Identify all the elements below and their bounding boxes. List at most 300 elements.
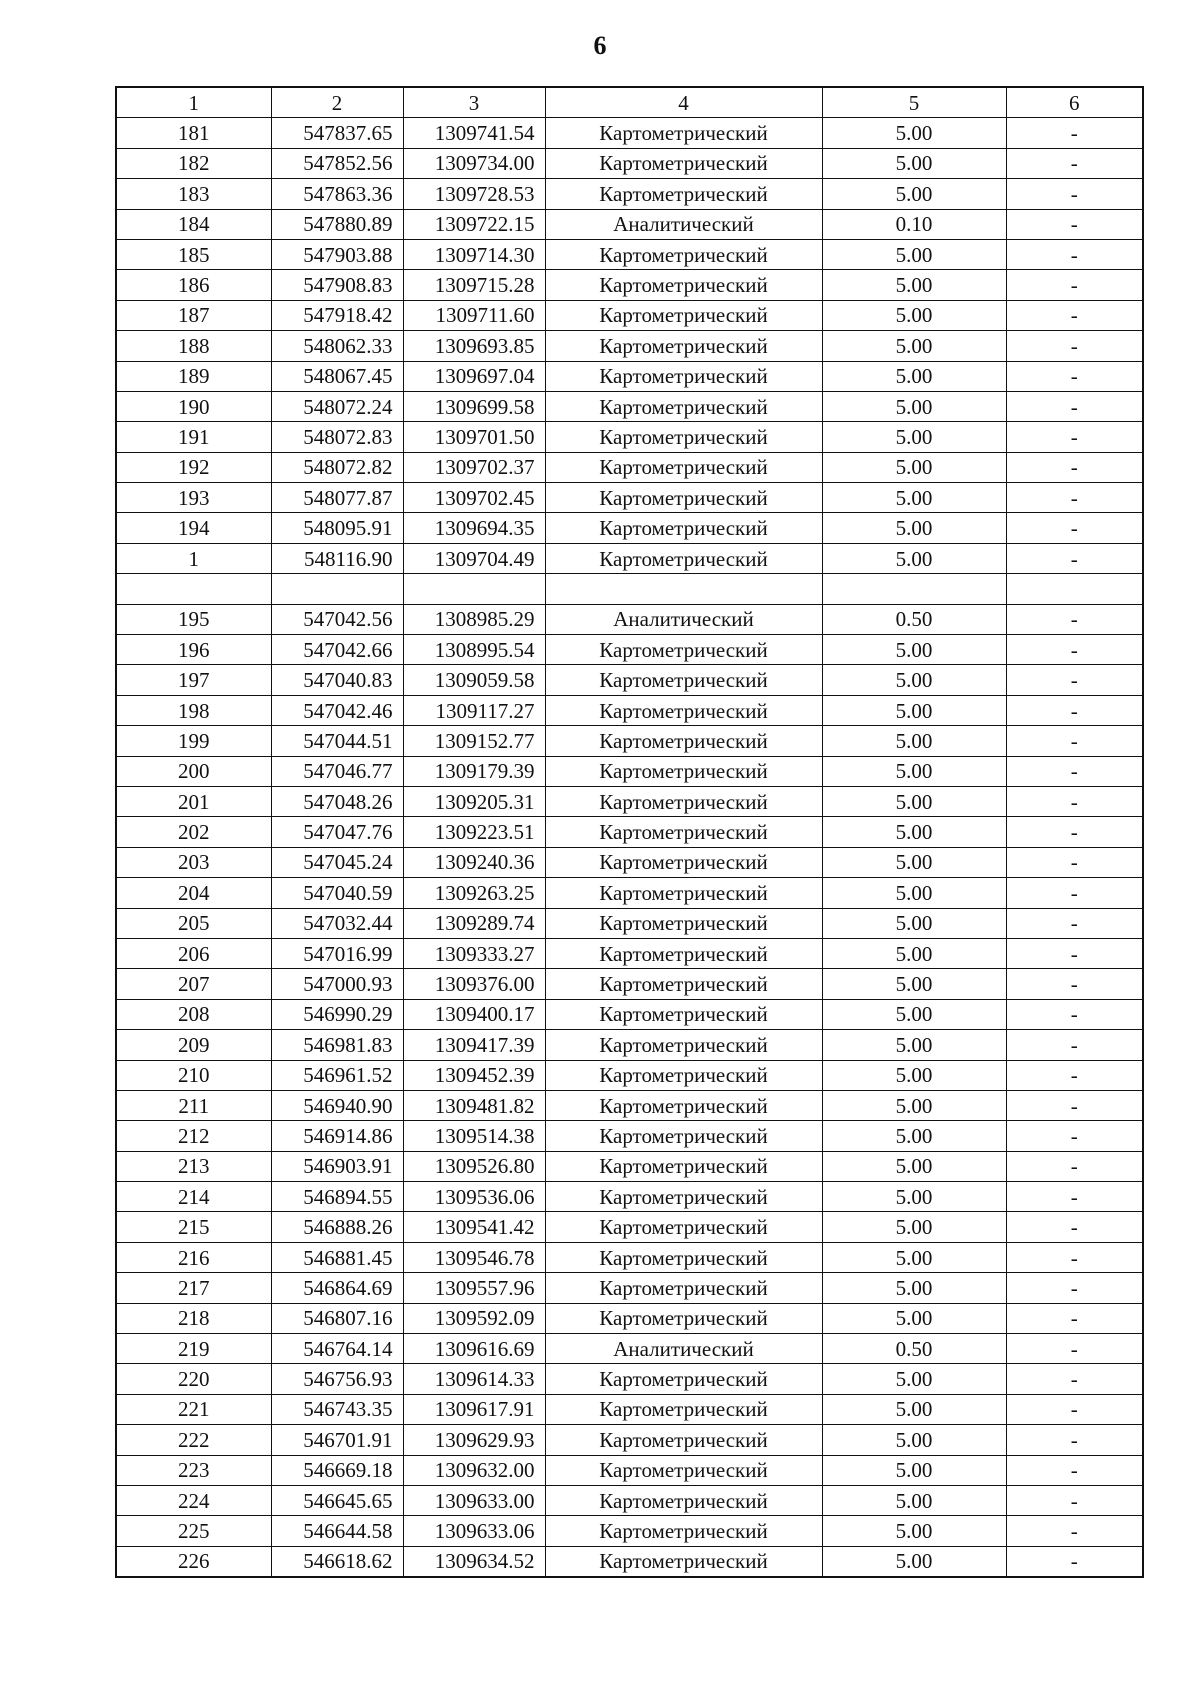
y-coordinate-cell: 1309117.27 bbox=[403, 695, 545, 725]
point-number-cell: 224 bbox=[116, 1485, 271, 1515]
x-coordinate-cell: 546764.14 bbox=[271, 1334, 403, 1364]
table-row bbox=[116, 179, 1143, 209]
accuracy-cell: 0.10 bbox=[822, 209, 1006, 239]
page-number: 6 bbox=[593, 31, 607, 60]
note-cell: - bbox=[1006, 938, 1143, 968]
accuracy-cell: 5.00 bbox=[822, 938, 1006, 968]
accuracy-cell: 5.00 bbox=[822, 1212, 1006, 1242]
accuracy-cell: 5.00 bbox=[822, 483, 1006, 513]
point-number-cell: 197 bbox=[116, 665, 271, 695]
x-coordinate-cell: 546701.91 bbox=[271, 1425, 403, 1455]
point-number-cell: 182 bbox=[116, 148, 271, 178]
accuracy-cell: 5.00 bbox=[822, 969, 1006, 999]
note-cell: - bbox=[1006, 969, 1143, 999]
x-coordinate-cell: 547045.24 bbox=[271, 847, 403, 877]
point-number-cell: 215 bbox=[116, 1212, 271, 1242]
method-cell: Аналитический bbox=[545, 209, 822, 239]
method-cell: Картометрический bbox=[545, 726, 822, 756]
table-row bbox=[116, 969, 1143, 999]
y-coordinate-cell: 1309263.25 bbox=[403, 878, 545, 908]
header-cell-6: 6 bbox=[1006, 87, 1143, 118]
table-row bbox=[116, 817, 1143, 847]
table-row bbox=[116, 635, 1143, 665]
method-cell: Картометрический bbox=[545, 239, 822, 269]
note-cell: - bbox=[1006, 1060, 1143, 1090]
note-cell: - bbox=[1006, 635, 1143, 665]
x-coordinate-cell: 547880.89 bbox=[271, 209, 403, 239]
y-coordinate-cell: 1309526.80 bbox=[403, 1151, 545, 1181]
accuracy-cell: 5.00 bbox=[822, 179, 1006, 209]
accuracy-cell: 5.00 bbox=[822, 543, 1006, 573]
note-cell bbox=[1006, 574, 1143, 604]
table-row bbox=[116, 331, 1143, 361]
y-coordinate-cell: 1309541.42 bbox=[403, 1212, 545, 1242]
accuracy-cell: 5.00 bbox=[822, 1485, 1006, 1515]
y-coordinate-cell: 1308995.54 bbox=[403, 635, 545, 665]
note-cell: - bbox=[1006, 1364, 1143, 1394]
table-row bbox=[116, 1090, 1143, 1120]
method-cell: Картометрический bbox=[545, 422, 822, 452]
y-coordinate-cell: 1309616.69 bbox=[403, 1334, 545, 1364]
point-number-cell: 196 bbox=[116, 635, 271, 665]
method-cell: Картометрический bbox=[545, 1060, 822, 1090]
header-cell-5: 5 bbox=[822, 87, 1006, 118]
y-coordinate-cell: 1309333.27 bbox=[403, 938, 545, 968]
table-row bbox=[116, 604, 1143, 634]
accuracy-cell: 5.00 bbox=[822, 1394, 1006, 1424]
y-coordinate-cell: 1309614.33 bbox=[403, 1364, 545, 1394]
header-row bbox=[116, 87, 1143, 118]
table-header bbox=[116, 87, 1143, 118]
method-cell: Картометрический bbox=[545, 1212, 822, 1242]
y-coordinate-cell: 1309152.77 bbox=[403, 726, 545, 756]
method-cell: Картометрический bbox=[545, 270, 822, 300]
note-cell: - bbox=[1006, 878, 1143, 908]
note-cell: - bbox=[1006, 695, 1143, 725]
table-row bbox=[116, 422, 1143, 452]
note-cell: - bbox=[1006, 239, 1143, 269]
accuracy-cell: 5.00 bbox=[822, 148, 1006, 178]
method-cell: Картометрический bbox=[545, 635, 822, 665]
note-cell: - bbox=[1006, 452, 1143, 482]
x-coordinate-cell: 547040.59 bbox=[271, 878, 403, 908]
accuracy-cell: 5.00 bbox=[822, 1516, 1006, 1546]
method-cell: Картометрический bbox=[545, 1546, 822, 1577]
point-number-cell: 210 bbox=[116, 1060, 271, 1090]
accuracy-cell: 5.00 bbox=[822, 908, 1006, 938]
x-coordinate-cell: 547042.46 bbox=[271, 695, 403, 725]
accuracy-cell: 5.00 bbox=[822, 756, 1006, 786]
accuracy-cell: 5.00 bbox=[822, 1121, 1006, 1151]
y-coordinate-cell: 1309546.78 bbox=[403, 1242, 545, 1272]
table-row bbox=[116, 1394, 1143, 1424]
point-number-cell: 186 bbox=[116, 270, 271, 300]
x-coordinate-cell: 547042.56 bbox=[271, 604, 403, 634]
table-row bbox=[116, 847, 1143, 877]
y-coordinate-cell: 1309633.00 bbox=[403, 1485, 545, 1515]
x-coordinate-cell: 546864.69 bbox=[271, 1273, 403, 1303]
method-cell: Картометрический bbox=[545, 452, 822, 482]
note-cell: - bbox=[1006, 665, 1143, 695]
y-coordinate-cell: 1309376.00 bbox=[403, 969, 545, 999]
note-cell: - bbox=[1006, 817, 1143, 847]
table-row bbox=[116, 513, 1143, 543]
x-coordinate-cell: 546940.90 bbox=[271, 1090, 403, 1120]
x-coordinate-cell: 546990.29 bbox=[271, 999, 403, 1029]
table-row bbox=[116, 391, 1143, 421]
point-number-cell: 201 bbox=[116, 786, 271, 816]
method-cell: Картометрический bbox=[545, 847, 822, 877]
table-body bbox=[116, 118, 1143, 1577]
x-coordinate-cell: 547042.66 bbox=[271, 635, 403, 665]
note-cell: - bbox=[1006, 1242, 1143, 1272]
x-coordinate-cell: 548067.45 bbox=[271, 361, 403, 391]
table-row bbox=[116, 1364, 1143, 1394]
point-number-cell: 206 bbox=[116, 938, 271, 968]
point-number-cell: 194 bbox=[116, 513, 271, 543]
method-cell: Картометрический bbox=[545, 1182, 822, 1212]
method-cell: Картометрический bbox=[545, 1151, 822, 1181]
accuracy-cell: 5.00 bbox=[822, 999, 1006, 1029]
y-coordinate-cell: 1309701.50 bbox=[403, 422, 545, 452]
accuracy-cell: 5.00 bbox=[822, 331, 1006, 361]
table-row bbox=[116, 1546, 1143, 1577]
x-coordinate-cell: 546961.52 bbox=[271, 1060, 403, 1090]
point-number-cell: 213 bbox=[116, 1151, 271, 1181]
x-coordinate-cell: 546914.86 bbox=[271, 1121, 403, 1151]
x-coordinate-cell: 546894.55 bbox=[271, 1182, 403, 1212]
y-coordinate-cell: 1309240.36 bbox=[403, 847, 545, 877]
point-number-cell: 214 bbox=[116, 1182, 271, 1212]
point-number-cell: 226 bbox=[116, 1546, 271, 1577]
accuracy-cell: 5.00 bbox=[822, 1273, 1006, 1303]
table-row bbox=[116, 270, 1143, 300]
method-cell: Картометрический bbox=[545, 391, 822, 421]
note-cell: - bbox=[1006, 1546, 1143, 1577]
point-number-cell: 190 bbox=[116, 391, 271, 421]
y-coordinate-cell: 1309722.15 bbox=[403, 209, 545, 239]
method-cell: Картометрический bbox=[545, 1242, 822, 1272]
point-number-cell: 198 bbox=[116, 695, 271, 725]
y-coordinate-cell: 1309536.06 bbox=[403, 1182, 545, 1212]
method-cell: Картометрический bbox=[545, 1394, 822, 1424]
note-cell: - bbox=[1006, 118, 1143, 148]
x-coordinate-cell: 546644.58 bbox=[271, 1516, 403, 1546]
x-coordinate-cell: 547047.76 bbox=[271, 817, 403, 847]
method-cell: Картометрический bbox=[545, 1121, 822, 1151]
point-number-cell: 211 bbox=[116, 1090, 271, 1120]
point-number-cell: 203 bbox=[116, 847, 271, 877]
y-coordinate-cell: 1308985.29 bbox=[403, 604, 545, 634]
y-coordinate-cell: 1309179.39 bbox=[403, 756, 545, 786]
method-cell: Картометрический bbox=[545, 1485, 822, 1515]
y-coordinate-cell: 1309592.09 bbox=[403, 1303, 545, 1333]
y-coordinate-cell: 1309223.51 bbox=[403, 817, 545, 847]
note-cell: - bbox=[1006, 999, 1143, 1029]
accuracy-cell: 5.00 bbox=[822, 1182, 1006, 1212]
point-number-cell: 191 bbox=[116, 422, 271, 452]
table-row bbox=[116, 1151, 1143, 1181]
point-number-cell: 199 bbox=[116, 726, 271, 756]
method-cell: Картометрический bbox=[545, 786, 822, 816]
note-cell: - bbox=[1006, 1455, 1143, 1485]
point-number-cell: 222 bbox=[116, 1425, 271, 1455]
note-cell: - bbox=[1006, 1516, 1143, 1546]
point-number-cell: 223 bbox=[116, 1455, 271, 1485]
x-coordinate-cell: 548072.24 bbox=[271, 391, 403, 421]
y-coordinate-cell: 1309632.00 bbox=[403, 1455, 545, 1485]
method-cell: Картометрический bbox=[545, 908, 822, 938]
method-cell: Картометрический bbox=[545, 361, 822, 391]
y-coordinate-cell: 1309694.35 bbox=[403, 513, 545, 543]
y-coordinate-cell: 1309711.60 bbox=[403, 300, 545, 330]
coordinates-table bbox=[115, 86, 1144, 1578]
table-row bbox=[116, 938, 1143, 968]
x-coordinate-cell: 547048.26 bbox=[271, 786, 403, 816]
point-number-cell: 184 bbox=[116, 209, 271, 239]
note-cell: - bbox=[1006, 1030, 1143, 1060]
y-coordinate-cell: 1309205.31 bbox=[403, 786, 545, 816]
method-cell: Аналитический bbox=[545, 1334, 822, 1364]
method-cell: Картометрический bbox=[545, 543, 822, 573]
x-coordinate-cell: 547044.51 bbox=[271, 726, 403, 756]
note-cell: - bbox=[1006, 483, 1143, 513]
x-coordinate-cell: 547908.83 bbox=[271, 270, 403, 300]
table-row bbox=[116, 908, 1143, 938]
point-number-cell: 219 bbox=[116, 1334, 271, 1364]
header-cell-1: 1 bbox=[116, 87, 271, 118]
point-number-cell: 220 bbox=[116, 1364, 271, 1394]
note-cell: - bbox=[1006, 726, 1143, 756]
method-cell: Картометрический bbox=[545, 1303, 822, 1333]
note-cell: - bbox=[1006, 786, 1143, 816]
y-coordinate-cell: 1309734.00 bbox=[403, 148, 545, 178]
y-coordinate-cell: 1309697.04 bbox=[403, 361, 545, 391]
x-coordinate-cell bbox=[271, 574, 403, 604]
note-cell: - bbox=[1006, 1151, 1143, 1181]
header-cell-3: 3 bbox=[403, 87, 545, 118]
accuracy-cell: 5.00 bbox=[822, 1546, 1006, 1577]
method-cell: Картометрический bbox=[545, 483, 822, 513]
note-cell: - bbox=[1006, 908, 1143, 938]
y-coordinate-cell: 1309714.30 bbox=[403, 239, 545, 269]
y-coordinate-cell: 1309633.06 bbox=[403, 1516, 545, 1546]
table-row bbox=[116, 786, 1143, 816]
accuracy-cell: 5.00 bbox=[822, 878, 1006, 908]
point-number-cell: 185 bbox=[116, 239, 271, 269]
note-cell: - bbox=[1006, 604, 1143, 634]
y-coordinate-cell: 1309557.96 bbox=[403, 1273, 545, 1303]
x-coordinate-cell: 547040.83 bbox=[271, 665, 403, 695]
accuracy-cell: 5.00 bbox=[822, 1151, 1006, 1181]
method-cell: Картометрический bbox=[545, 1090, 822, 1120]
accuracy-cell: 5.00 bbox=[822, 361, 1006, 391]
point-number-cell: 195 bbox=[116, 604, 271, 634]
table-row bbox=[116, 1425, 1143, 1455]
point-number-cell: 193 bbox=[116, 483, 271, 513]
x-coordinate-cell: 547863.36 bbox=[271, 179, 403, 209]
point-number-cell: 212 bbox=[116, 1121, 271, 1151]
table-row bbox=[116, 1121, 1143, 1151]
table-row bbox=[116, 148, 1143, 178]
method-cell: Картометрический bbox=[545, 999, 822, 1029]
header-cell-2: 2 bbox=[271, 87, 403, 118]
note-cell: - bbox=[1006, 1485, 1143, 1515]
table-row bbox=[116, 1030, 1143, 1060]
y-coordinate-cell: 1309634.52 bbox=[403, 1546, 545, 1577]
y-coordinate-cell: 1309059.58 bbox=[403, 665, 545, 695]
method-cell: Картометрический bbox=[545, 179, 822, 209]
table-row bbox=[116, 543, 1143, 573]
y-coordinate-cell: 1309741.54 bbox=[403, 118, 545, 148]
point-number-cell bbox=[116, 574, 271, 604]
point-number-cell: 183 bbox=[116, 179, 271, 209]
note-cell: - bbox=[1006, 179, 1143, 209]
accuracy-cell: 5.00 bbox=[822, 1060, 1006, 1090]
x-coordinate-cell: 548072.83 bbox=[271, 422, 403, 452]
note-cell: - bbox=[1006, 1182, 1143, 1212]
table-row bbox=[116, 209, 1143, 239]
y-coordinate-cell: 1309715.28 bbox=[403, 270, 545, 300]
accuracy-cell: 5.00 bbox=[822, 665, 1006, 695]
point-number-cell: 181 bbox=[116, 118, 271, 148]
point-number-cell: 187 bbox=[116, 300, 271, 330]
accuracy-cell: 5.00 bbox=[822, 1242, 1006, 1272]
point-number-cell: 216 bbox=[116, 1242, 271, 1272]
method-cell: Картометрический bbox=[545, 695, 822, 725]
accuracy-cell: 5.00 bbox=[822, 1090, 1006, 1120]
method-cell: Картометрический bbox=[545, 300, 822, 330]
method-cell: Картометрический bbox=[545, 1273, 822, 1303]
table-row bbox=[116, 239, 1143, 269]
note-cell: - bbox=[1006, 1212, 1143, 1242]
table-row bbox=[116, 118, 1143, 148]
method-cell: Картометрический bbox=[545, 665, 822, 695]
table-row bbox=[116, 1212, 1143, 1242]
method-cell: Картометрический bbox=[545, 513, 822, 543]
point-number-cell: 1 bbox=[116, 543, 271, 573]
x-coordinate-cell: 546743.35 bbox=[271, 1394, 403, 1424]
method-cell: Картометрический bbox=[545, 969, 822, 999]
x-coordinate-cell: 546888.26 bbox=[271, 1212, 403, 1242]
x-coordinate-cell: 547000.93 bbox=[271, 969, 403, 999]
y-coordinate-cell: 1309617.91 bbox=[403, 1394, 545, 1424]
accuracy-cell: 5.00 bbox=[822, 300, 1006, 330]
x-coordinate-cell: 546807.16 bbox=[271, 1303, 403, 1333]
accuracy-cell: 5.00 bbox=[822, 391, 1006, 421]
accuracy-cell: 5.00 bbox=[822, 1303, 1006, 1333]
accuracy-cell: 5.00 bbox=[822, 239, 1006, 269]
x-coordinate-cell: 546645.65 bbox=[271, 1485, 403, 1515]
y-coordinate-cell: 1309693.85 bbox=[403, 331, 545, 361]
method-cell: Картометрический bbox=[545, 1455, 822, 1485]
method-cell: Картометрический bbox=[545, 148, 822, 178]
method-cell: Картометрический bbox=[545, 756, 822, 786]
table-row bbox=[116, 300, 1143, 330]
accuracy-cell: 5.00 bbox=[822, 1425, 1006, 1455]
accuracy-cell: 5.00 bbox=[822, 422, 1006, 452]
x-coordinate-cell: 546756.93 bbox=[271, 1364, 403, 1394]
y-coordinate-cell: 1309452.39 bbox=[403, 1060, 545, 1090]
table-row bbox=[116, 1242, 1143, 1272]
point-number-cell: 218 bbox=[116, 1303, 271, 1333]
x-coordinate-cell: 547837.65 bbox=[271, 118, 403, 148]
note-cell: - bbox=[1006, 1303, 1143, 1333]
note-cell: - bbox=[1006, 1090, 1143, 1120]
table-row bbox=[116, 1182, 1143, 1212]
accuracy-cell: 5.00 bbox=[822, 1364, 1006, 1394]
accuracy-cell: 0.50 bbox=[822, 604, 1006, 634]
table-row bbox=[116, 574, 1143, 604]
x-coordinate-cell: 547046.77 bbox=[271, 756, 403, 786]
table-row bbox=[116, 878, 1143, 908]
x-coordinate-cell: 546903.91 bbox=[271, 1151, 403, 1181]
y-coordinate-cell: 1309514.38 bbox=[403, 1121, 545, 1151]
point-number-cell: 205 bbox=[116, 908, 271, 938]
note-cell: - bbox=[1006, 361, 1143, 391]
table-row bbox=[116, 999, 1143, 1029]
accuracy-cell: 5.00 bbox=[822, 817, 1006, 847]
x-coordinate-cell: 546881.45 bbox=[271, 1242, 403, 1272]
accuracy-cell: 5.00 bbox=[822, 513, 1006, 543]
method-cell: Картометрический bbox=[545, 938, 822, 968]
table-row bbox=[116, 756, 1143, 786]
table-row bbox=[116, 483, 1143, 513]
x-coordinate-cell: 548095.91 bbox=[271, 513, 403, 543]
accuracy-cell: 5.00 bbox=[822, 726, 1006, 756]
y-coordinate-cell bbox=[403, 574, 545, 604]
method-cell: Картометрический bbox=[545, 1516, 822, 1546]
method-cell: Картометрический bbox=[545, 118, 822, 148]
table-row bbox=[116, 361, 1143, 391]
method-cell: Картометрический bbox=[545, 1425, 822, 1455]
point-number-cell: 200 bbox=[116, 756, 271, 786]
note-cell: - bbox=[1006, 1334, 1143, 1364]
accuracy-cell: 5.00 bbox=[822, 1455, 1006, 1485]
table-row bbox=[116, 1455, 1143, 1485]
x-coordinate-cell: 548072.82 bbox=[271, 452, 403, 482]
accuracy-cell: 5.00 bbox=[822, 118, 1006, 148]
y-coordinate-cell: 1309702.45 bbox=[403, 483, 545, 513]
method-cell: Картометрический bbox=[545, 1030, 822, 1060]
note-cell: - bbox=[1006, 847, 1143, 877]
accuracy-cell: 5.00 bbox=[822, 270, 1006, 300]
x-coordinate-cell: 548062.33 bbox=[271, 331, 403, 361]
y-coordinate-cell: 1309704.49 bbox=[403, 543, 545, 573]
y-coordinate-cell: 1309289.74 bbox=[403, 908, 545, 938]
note-cell: - bbox=[1006, 1121, 1143, 1151]
point-number-cell: 209 bbox=[116, 1030, 271, 1060]
table-row bbox=[116, 1060, 1143, 1090]
x-coordinate-cell: 547918.42 bbox=[271, 300, 403, 330]
method-cell: Картометрический bbox=[545, 331, 822, 361]
x-coordinate-cell: 546669.18 bbox=[271, 1455, 403, 1485]
x-coordinate-cell: 548077.87 bbox=[271, 483, 403, 513]
note-cell: - bbox=[1006, 209, 1143, 239]
point-number-cell: 208 bbox=[116, 999, 271, 1029]
note-cell: - bbox=[1006, 756, 1143, 786]
note-cell: - bbox=[1006, 422, 1143, 452]
method-cell: Аналитический bbox=[545, 604, 822, 634]
method-cell: Картометрический bbox=[545, 878, 822, 908]
point-number-cell: 221 bbox=[116, 1394, 271, 1424]
method-cell bbox=[545, 574, 822, 604]
table-row bbox=[116, 1303, 1143, 1333]
table-row bbox=[116, 695, 1143, 725]
y-coordinate-cell: 1309417.39 bbox=[403, 1030, 545, 1060]
table-row bbox=[116, 1485, 1143, 1515]
y-coordinate-cell: 1309728.53 bbox=[403, 179, 545, 209]
